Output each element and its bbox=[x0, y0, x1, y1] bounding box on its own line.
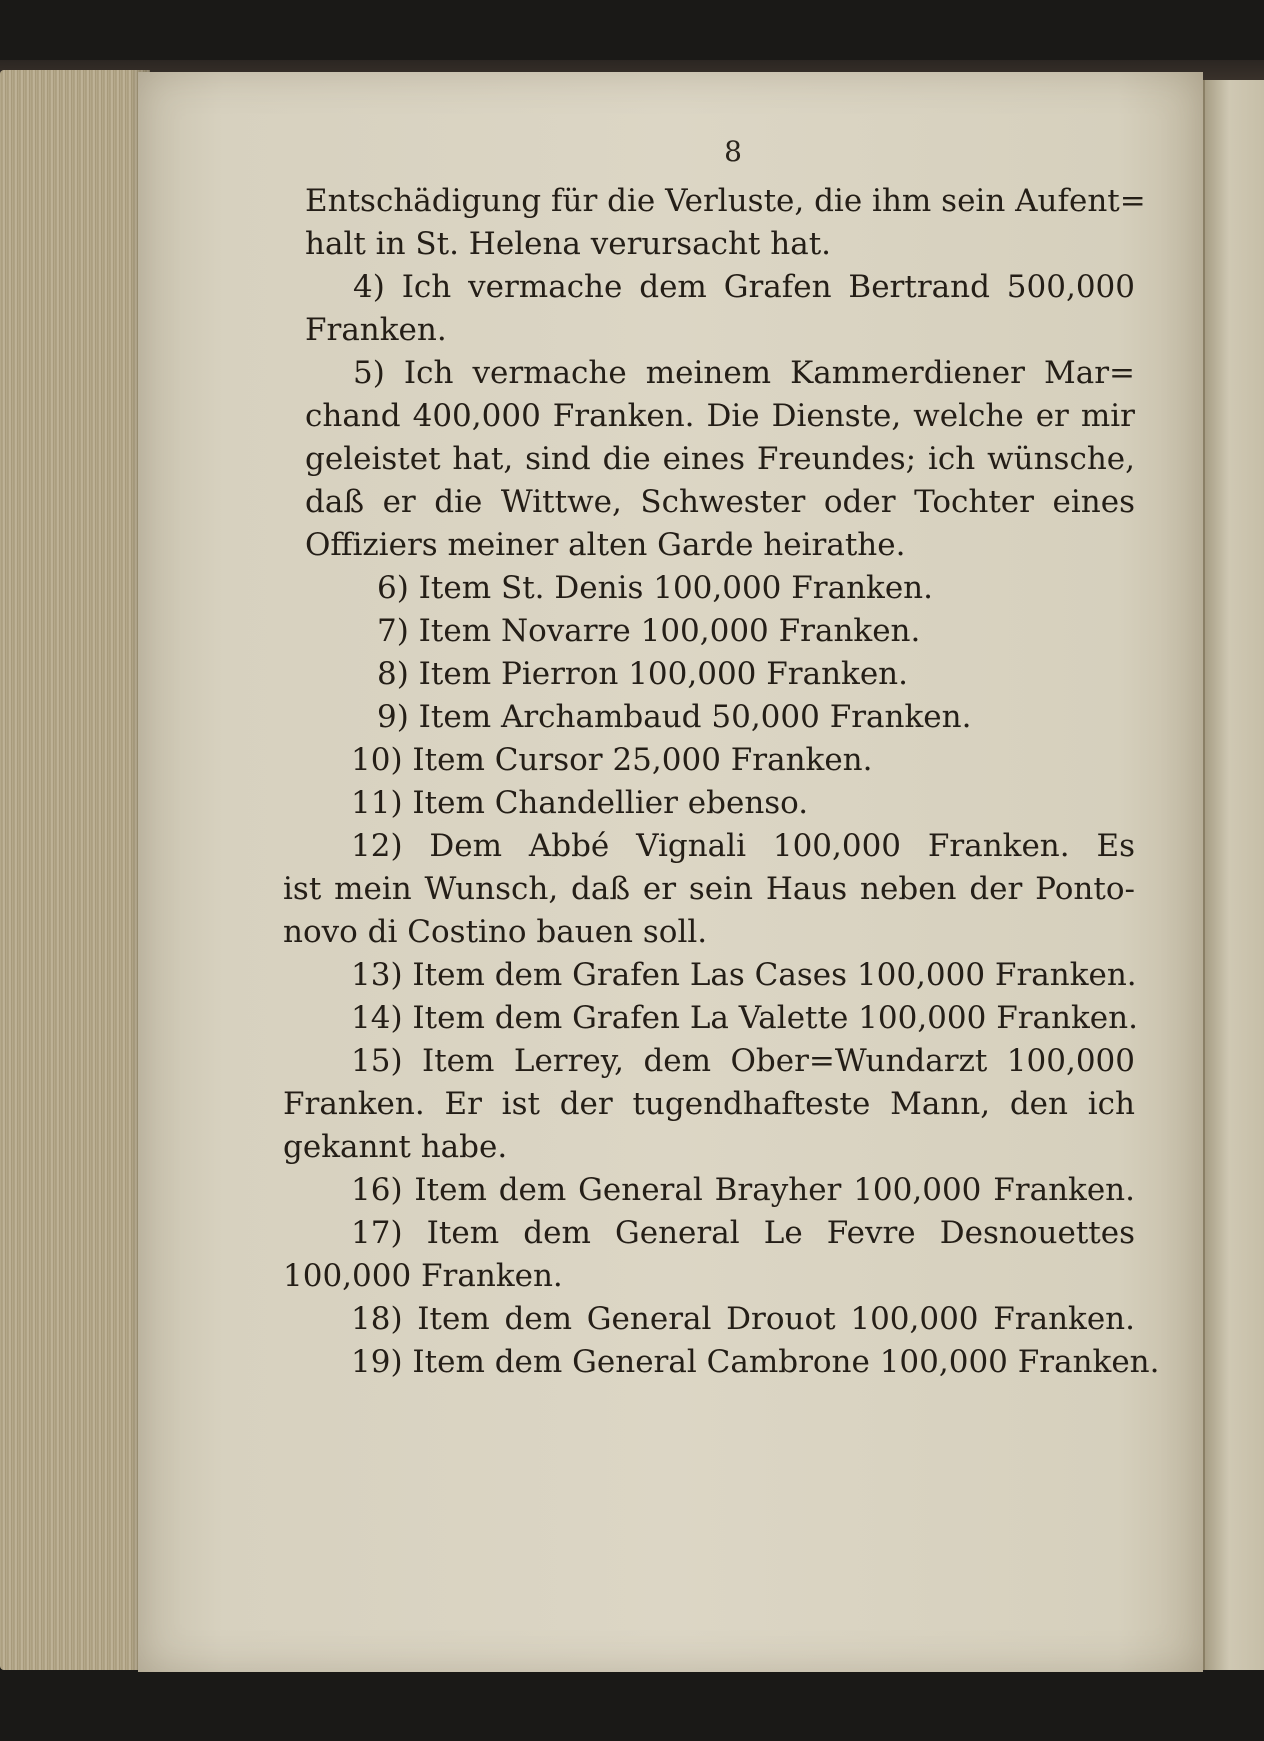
text-line: Franken. bbox=[305, 312, 447, 348]
facing-page-edge bbox=[1203, 80, 1264, 1670]
text-line: 16) Item dem General Brayher 100,000 Franken. bbox=[351, 1172, 1135, 1208]
text-line: 7) Item Novarre 100,000 Franken. bbox=[377, 613, 921, 649]
page-number: 8 bbox=[724, 135, 742, 168]
text-line: 4) Ich vermache dem Grafen Bertrand 500,000 bbox=[353, 269, 1135, 305]
text-line: Entschädigung für die Verluste, die ihm sein Aufent= bbox=[305, 183, 1146, 219]
text-line: Franken. Er ist der tugendhafteste Mann, den ich bbox=[283, 1086, 1135, 1122]
text-line: ist mein Wunsch, daß er sein Haus neben der Ponto- bbox=[283, 871, 1135, 907]
text-line: 6) Item St. Denis 100,000 Franken. bbox=[377, 570, 933, 606]
text-line: daß er die Wittwe, Schwester oder Tochter eines bbox=[305, 484, 1135, 520]
text-line: geleistet hat, sind die eines Freundes; ich wünsche, bbox=[305, 441, 1135, 477]
text-line: 18) Item dem General Drouot 100,000 Franken. bbox=[351, 1301, 1135, 1337]
text-line: 12) Dem Abbé Vignali 100,000 Franken. Es bbox=[351, 828, 1135, 864]
text-line: 8) Item Pierron 100,000 Franken. bbox=[377, 656, 908, 692]
text-line: gekannt habe. bbox=[283, 1129, 508, 1165]
text-line: chand 400,000 Franken. Die Dienste, welche er mir bbox=[305, 398, 1135, 434]
page-text bbox=[283, 180, 1160, 1384]
text-line: 9) Item Archambaud 50,000 Franken. bbox=[377, 699, 972, 735]
text-line: 5) Ich vermache meinem Kammerdiener Mar= bbox=[353, 355, 1135, 391]
text-line: 14) Item dem Grafen La Valette 100,000 Franken. bbox=[351, 1000, 1138, 1036]
text-line: 10) Item Cursor 25,000 Franken. bbox=[351, 742, 873, 778]
text-line: 100,000 Franken. bbox=[283, 1258, 563, 1294]
text-line: novo di Costino bauen soll. bbox=[283, 914, 708, 950]
text-line: halt in St. Helena verursacht hat. bbox=[305, 226, 832, 262]
text-line: Offiziers meiner alten Garde heirathe. bbox=[305, 527, 906, 563]
text-line: 17) Item dem General Le Fevre Desnouettes bbox=[351, 1215, 1135, 1251]
text-line: 11) Item Chandellier ebenso. bbox=[351, 785, 809, 821]
text-line: 13) Item dem Grafen Las Cases 100,000 Franken. bbox=[351, 957, 1137, 993]
text-line: 15) Item Lerrey, dem Ober=Wundarzt 100,000 bbox=[351, 1043, 1135, 1079]
text-line: 19) Item dem General Cambrone 100,000 Franken. bbox=[351, 1344, 1160, 1380]
page-stack-edges bbox=[0, 70, 150, 1670]
